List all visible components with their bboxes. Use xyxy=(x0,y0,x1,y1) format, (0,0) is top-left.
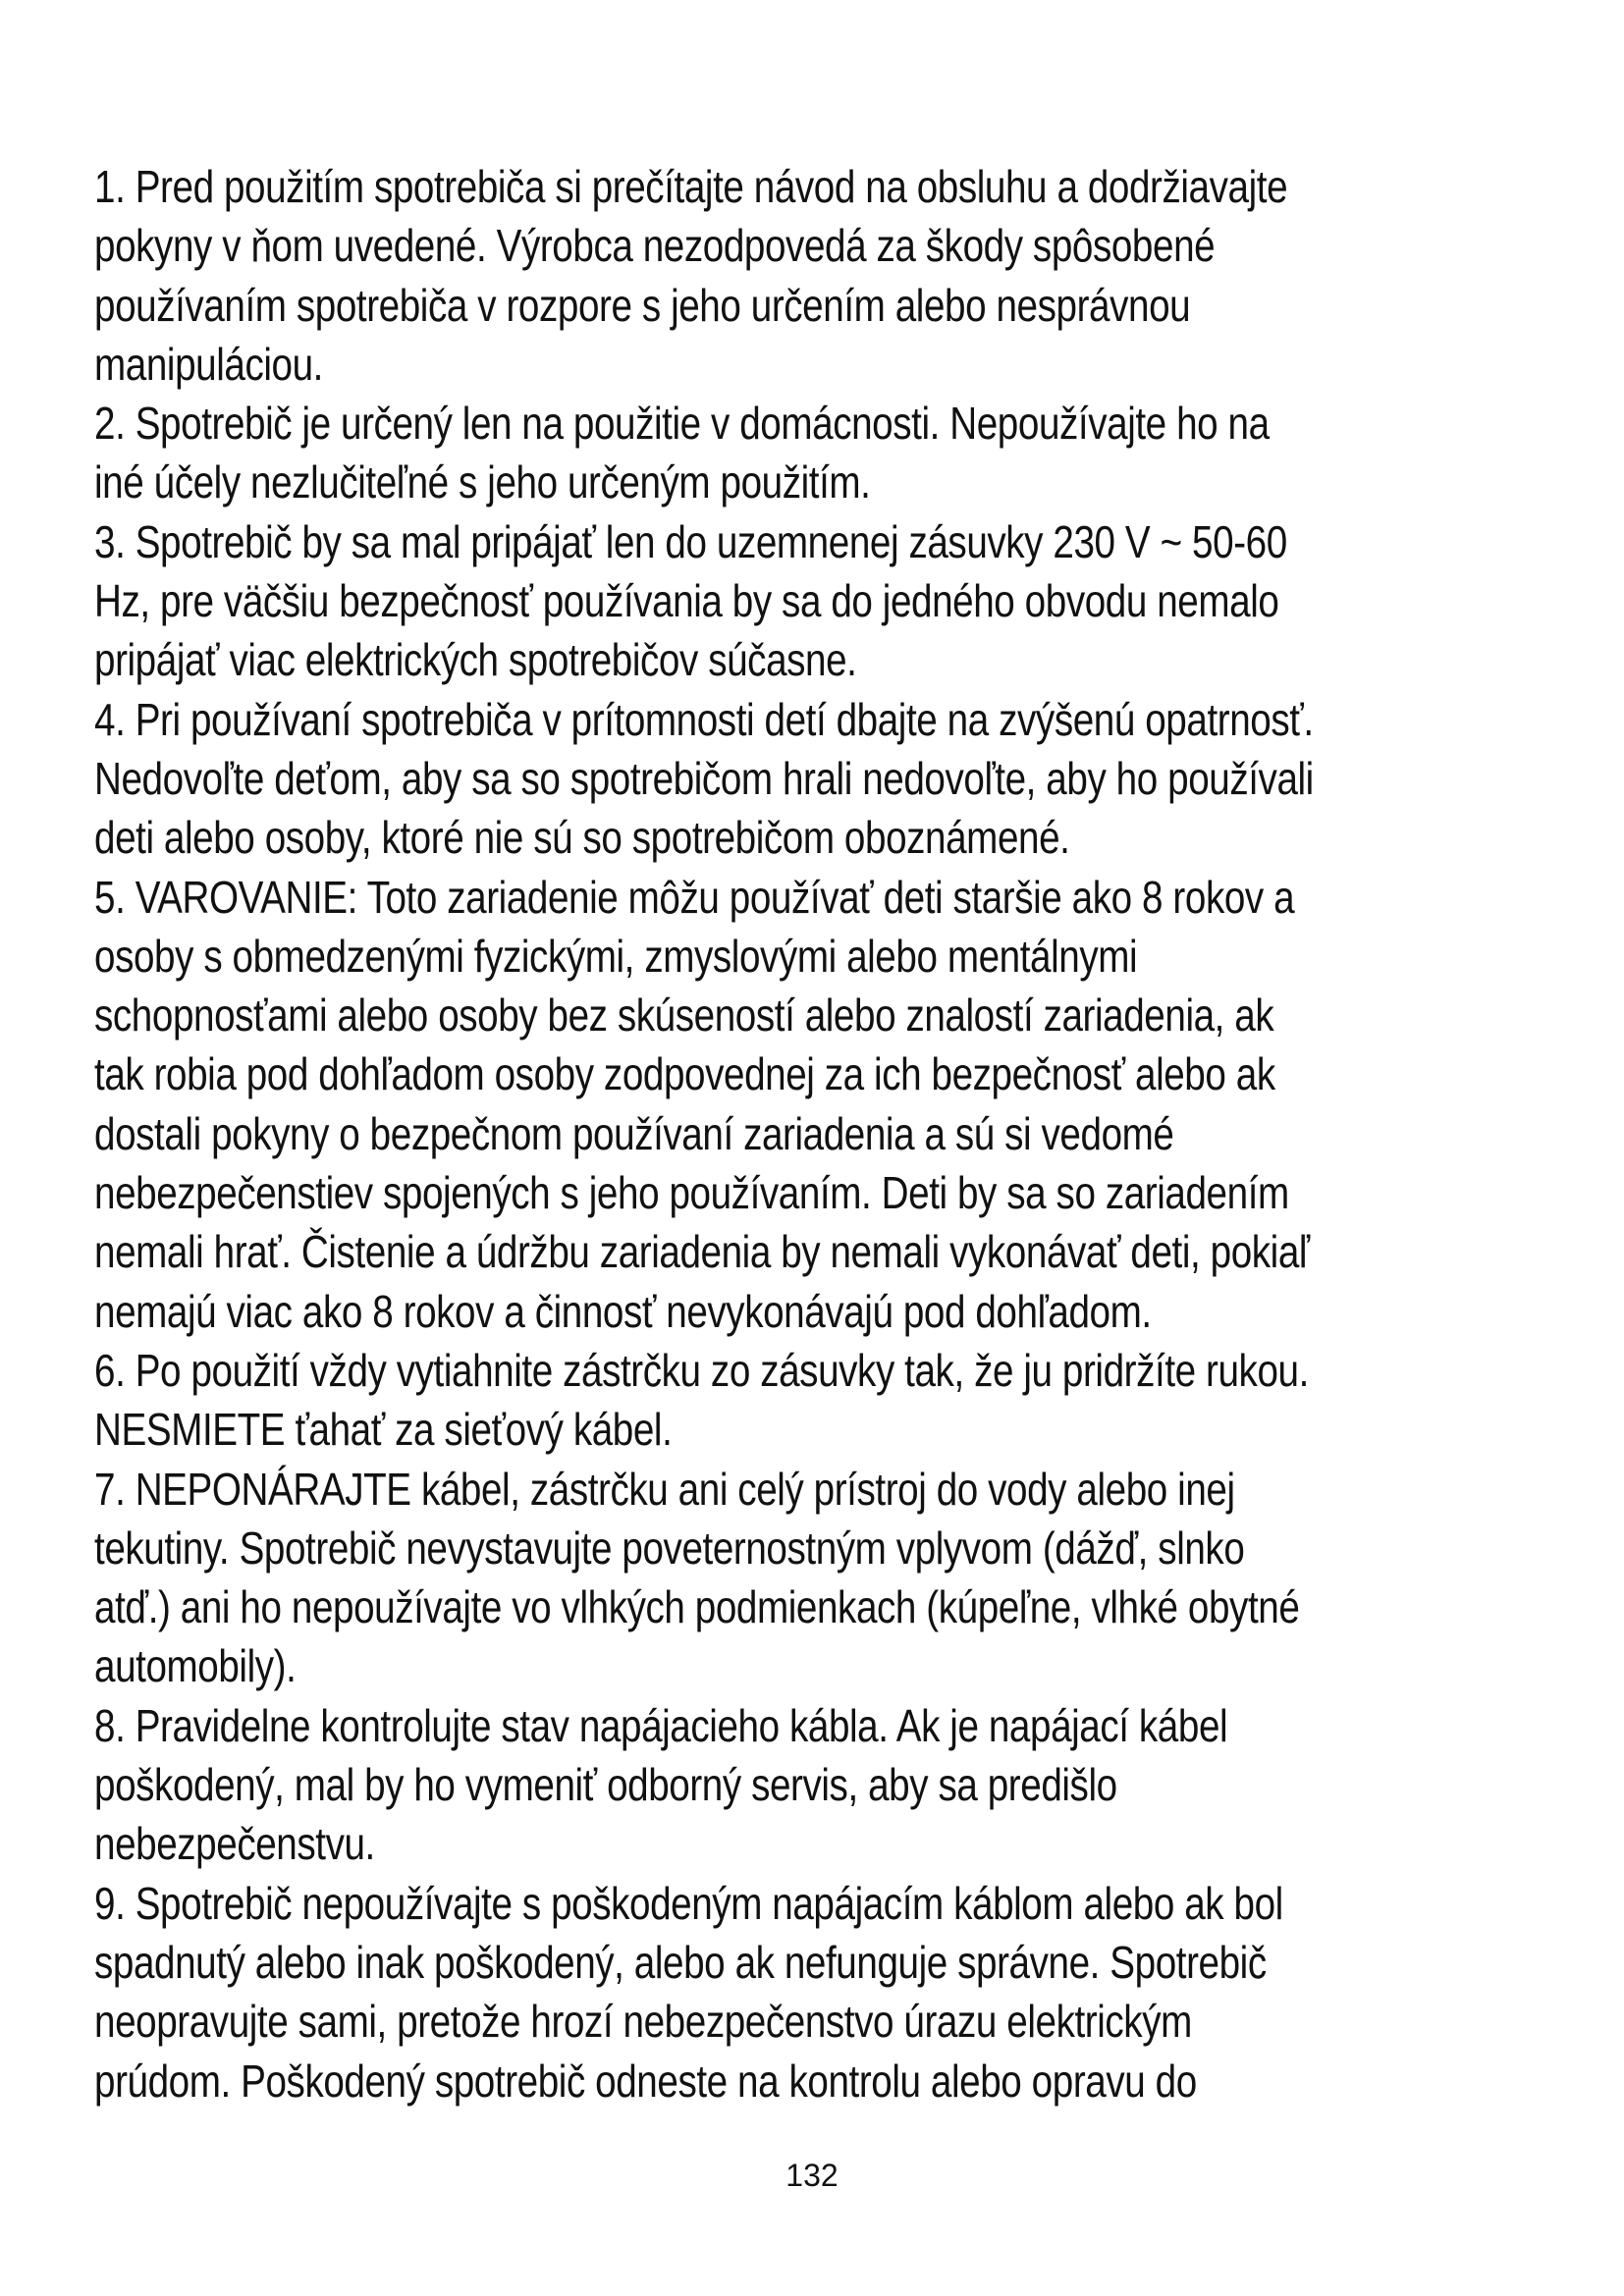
text-line: manipuláciou. xyxy=(94,338,323,390)
text-line: 9. Spotrebič nepoužívajte s poškodeným napájacím káblom alebo ak bol xyxy=(94,1877,1283,1929)
text-line: pripájať viac elektrických spotrebičov súčasne. xyxy=(94,634,857,686)
text-line: neopravujte sami, pretože hrozí nebezpečenstvo úrazu elektrickým xyxy=(94,1996,1192,2048)
text-line: atď.) ani ho nepoužívajte vo vlhkých podmienkach (kúpeľne, vlhké obytné xyxy=(94,1581,1300,1633)
text-line: 5. VAROVANIE: Toto zariadenie môžu používať deti staršie ako 8 rokov a xyxy=(94,871,1295,923)
text-line: 3. Spotrebič by sa mal pripájať len do uzemnenej zásuvky 230 V ~ 50-60 xyxy=(94,515,1287,567)
text-line: 8. Pravidelne kontrolujte stav napájacieho kábla. Ak je napájací kábel xyxy=(94,1699,1228,1751)
text-line: pokyny v ňom uvedené. Výrobca nezodpovedá za škody spôsobené xyxy=(94,220,1216,272)
text-line: iné účely nezlučiteľné s jeho určeným použitím. xyxy=(94,456,871,508)
text-line: Nedovoľte deťom, aby sa so spotrebičom hrali nedovoľte, aby ho používali xyxy=(94,752,1314,804)
text-line: nebezpečenstvu. xyxy=(94,1818,375,1870)
text-line: nemajú viac ako 8 rokov a činnosť nevykonávajú pod dohľadom. xyxy=(94,1285,1152,1337)
text-line: 4. Pri používaní spotrebiča v prítomnosti detí dbajte na zvýšenú opatrnosť. xyxy=(94,693,1314,745)
text-line: 6. Po použití vždy vytiahnite zástrčku zo zásuvky tak, že ju pridržíte rukou. xyxy=(94,1344,1309,1396)
text-line: poškodený, mal by ho vymeniť odborný servis, aby sa predišlo xyxy=(94,1759,1117,1811)
text-line: používaním spotrebiča v rozpore s jeho určením alebo nesprávnou xyxy=(94,279,1191,331)
text-line: schopnosťami alebo osoby bez skúseností alebo znalostí zariadenia, ak xyxy=(94,989,1274,1041)
text-line: tak robia pod dohľadom osoby zodpovednej za ich bezpečnosť alebo ak xyxy=(94,1048,1275,1100)
text-line: nemali hrať. Čistenie a údržbu zariadenia by nemali vykonávať deti, pokiaľ xyxy=(94,1226,1310,1278)
text-line: Hz, pre väčšiu bezpečnosť používania by sa do jedného obvodu nemalo xyxy=(94,575,1279,627)
text-line: spadnutý alebo inak poškodený, alebo ak nefunguje správne. Spotrebič xyxy=(94,1936,1267,1988)
text-line: 7. NEPONÁRAJTE kábel, zástrčku ani celý prístroj do vody alebo inej xyxy=(94,1463,1235,1515)
text-line: osoby s obmedzenými fyzickými, zmyslovými alebo mentálnymi xyxy=(94,930,1138,982)
text-line: 2. Spotrebič je určený len na použitie v domácnosti. Nepoužívajte ho na xyxy=(94,398,1270,450)
text-line: automobily). xyxy=(94,1640,297,1692)
safety-instructions-text xyxy=(94,157,1528,2110)
text-line: deti alebo osoby, ktoré nie sú so spotrebičom oboznámené. xyxy=(94,812,1070,864)
text-line: 1. Pred použitím spotrebiča si prečítajte návod na obsluhu a dodržiavajte xyxy=(94,161,1288,212)
text-line: dostali pokyny o bezpečnom používaní zariadenia a sú si vedomé xyxy=(94,1107,1174,1159)
text-line: nebezpečenstiev spojených s jeho používaním. Deti by sa so zariadením xyxy=(94,1167,1289,1219)
text-line: prúdom. Poškodený spotrebič odneste na kontrolu alebo opravu do xyxy=(94,2055,1197,2107)
text-line: NESMIETE ťahať za sieťový kábel. xyxy=(94,1404,673,1456)
page-number: 132 xyxy=(785,2158,839,2193)
text-line: tekutiny. Spotrebič nevystavujte poveternostným vplyvom (dážď, slnko xyxy=(94,1522,1245,1574)
